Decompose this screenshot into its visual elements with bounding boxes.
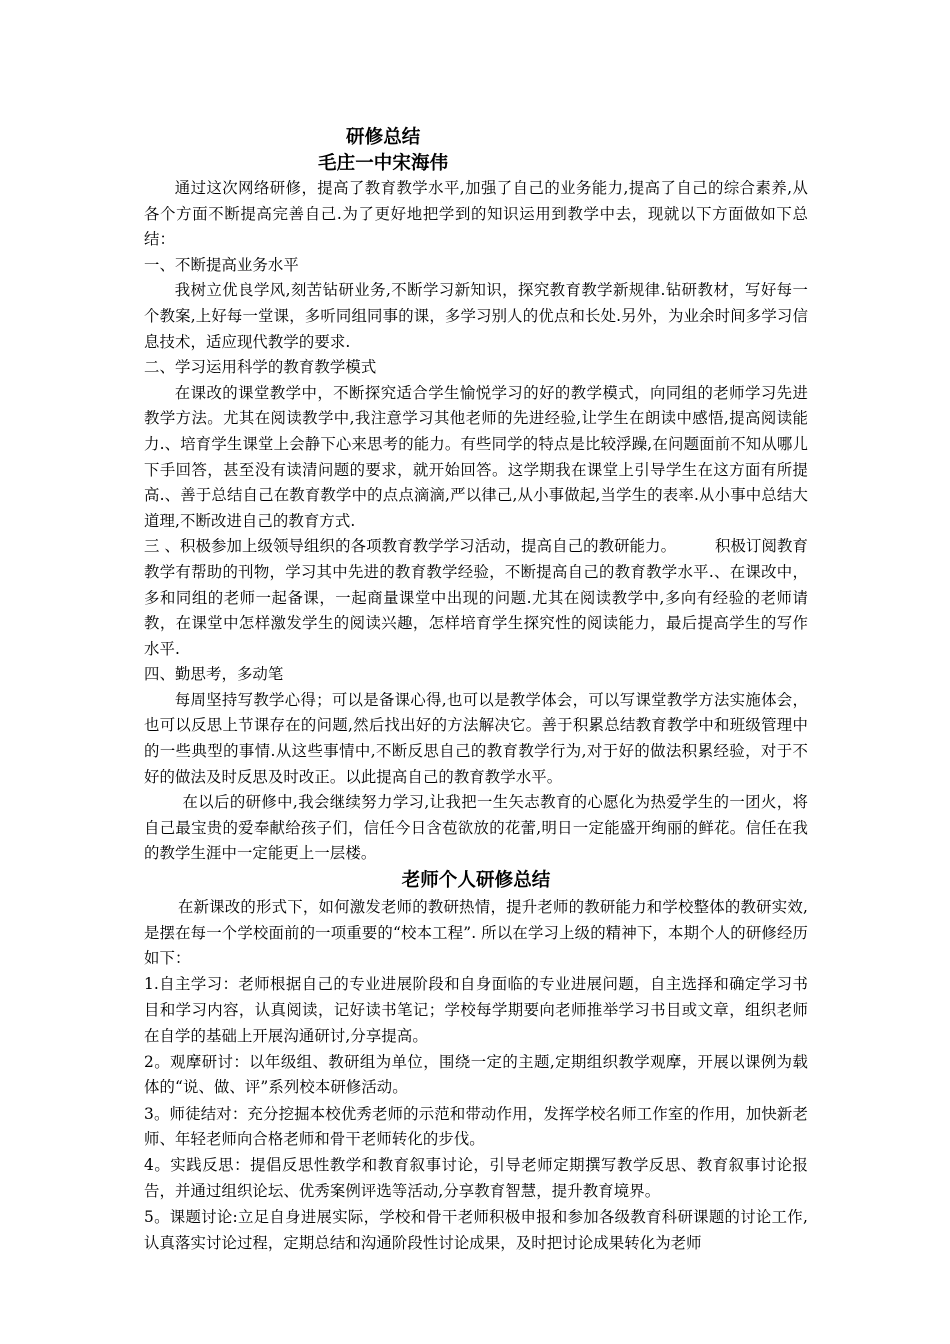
section-paragraph-4: 每周坚持写教学心得；可以是备课心得,也可以是教学体会，可以写课堂教学方法实施体会，也可以反思上节课存在的问题,然后找出好的方法解决它。善于积累总结教育教学中和班级管理中的一些典型的事情.从这些事情中,不断反思自己的教育教学行为,对于好的做法积累经验，对于不好的做法及时反思及时改正。以此提高自己的教育教学水平。 [144,690,808,786]
intro-paragraph: 通过这次网络研修，提高了教育教学水平,加强了自己的业务能力,提高了自己的综合素养,从各个方面不断提高完善自己.为了更好地把学到的知识运用到教学中去，现就以下方面做如下总结： [144,179,808,249]
document-body [144,124,808,1256]
list-item-4: 4。实践反思：提倡反思性教学和教育叙事讨论，引导老师定期撰写教学反思、教育叙事讨论报告，并通过组织论坛、优秀案例评选等活动,分享教育智慧，提升教育境界。 [144,1156,808,1200]
section-heading-1: 一、不断提高业务水平 [144,255,299,274]
list-item-2: 2。观摩研讨：以年级组、教研组为单位，围绕一定的主题,定期组织教学观摩，开展以课例为载体的“说、做、评”系列校本研修活动。 [144,1052,808,1097]
section-heading-4: 四、勤思考，多动笔 [144,665,284,684]
list-item-3: 3。师徒结对：充分挖掘本校优秀老师的示范和带动作用，发挥学校名师工作室的作用，加快新老师、年轻老师向合格老师和骨干老师转化的步伐。 [144,1104,808,1149]
section-paragraph-3: 三 、积极参加上级领导组织的各项教育教学学习活动，提高自己的教研能力。 积极订阅教育教学有帮助的刊物，学习其中先进的教育教学经验，不断提高自己的教育教学水平.、在课改中，多和同组的老师一起备课，一起商量课堂中出现的问题.尤其在阅读教学中,多向有经验的老师请教，在课堂中怎样激发学生的阅读兴趣，怎样培育学生探究性的阅读能力，最后提高学生的写作水平. [144,537,808,658]
list-item-1: 1.自主学习：老师根据自己的专业进展阶段和自身面临的专业进展问题，自主选择和确定学习书目和学习内容，认真阅读，记好读书笔记；学校每学期要向老师推举学习书目或文章，组织老师在自学的基础上开展沟通研讨,分享提高。 [144,975,808,1045]
author-line: 毛庄一中宋海伟 [318,153,449,174]
second-document-title: 老师个人研修总结 [401,870,551,892]
second-intro-paragraph: 在新课改的形式下，如何激发老师的教研热情，提升老师的教研能力和学校整体的教研实效,是摆在每一个学校面前的一项重要的“校本工程”. 所以在学习上级的精神下，本期个人的研修经历如下： [144,898,808,968]
section-paragraph-2: 在课改的课堂教学中，不断探究适合学生愉悦学习的好的教学模式，向同组的老师学习先进教学方法。尤其在阅读教学中,我注意学习其他老师的先进经验,让学生在朗读中感悟,提高阅读能力.、培育学生课堂上会静下心来思考的能力。有些同学的特点是比较浮躁,在问题面前不知从哪儿下手回答，甚至没有读清问题的要求，就开始回答。这学期我在课堂上引导学生在这方面有所提高.、善于总结自己在教育教学中的点点滴滴,严以律己,从小事做起,当学生的表率.从小事中总结大道理,不断改进自己的教育方式. [144,383,808,530]
list-item-5: 5。课题讨论:立足自身进展实际，学校和骨干老师积极申报和参加各级教育科研课题的讨论工作,认真落实讨论过程，定期总结和沟通阶段性讨论成果，及时把讨论成果转化为老师 [144,1208,808,1252]
document-title: 研修总结 [346,127,421,148]
section-heading-2: 二、学习运用科学的教育教学模式 [144,358,377,377]
closing-paragraph: 在以后的研修中,我会继续努力学习,让我把一生矢志教育的心愿化为热爱学生的一团火，将自己最宝贵的爱奉献给孩子们，信任今日含苞欲放的花蕾,明日一定能盛开绚丽的鲜花。信任在我的教学生涯中一定能更上一层楼。 [144,793,808,863]
section-paragraph-1: 我树立优良学风,刻苦钻研业务,不断学习新知识，探究教育教学新规律.钻研教材，写好每一个教案,上好每一堂课，多听同组同事的课，多学习别人的优点和长处.另外，为业余时间多学习信息技术，适应现代教学的要求. [144,281,808,351]
